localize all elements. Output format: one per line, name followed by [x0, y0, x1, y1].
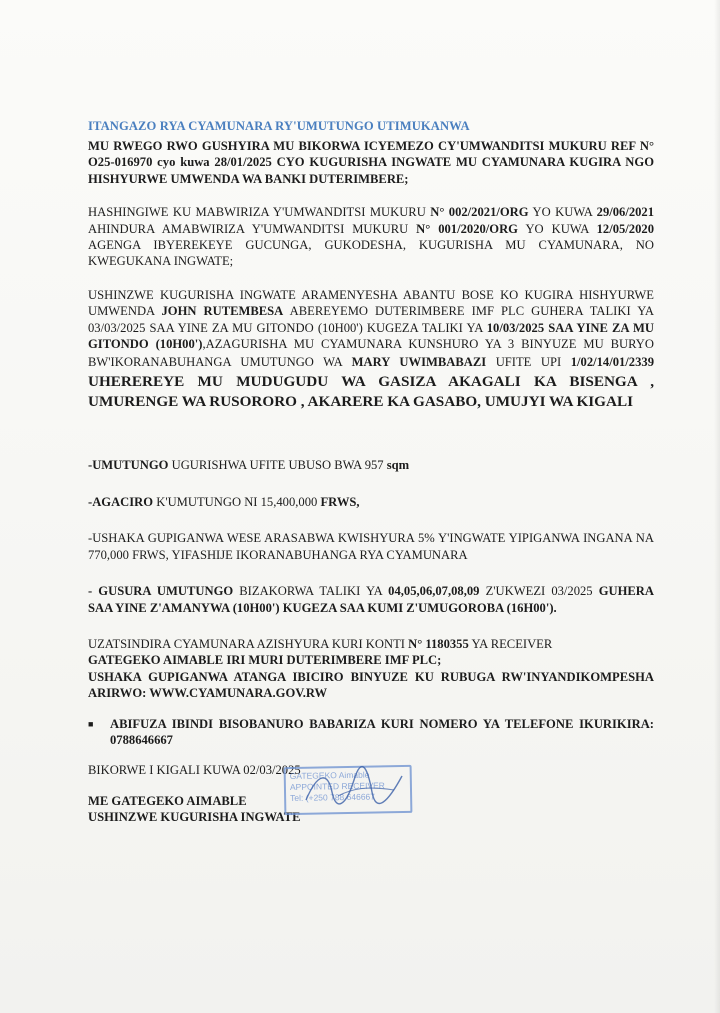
- spacer: [88, 616, 654, 636]
- bidding-website: USHAKA GUPIGANWA ATANGA IBICIRO BINYUZE KU RUBUGA RW'INYANDIKOMPESHA ARIRWO: WWW.CYAMUNARA.GOV.RW: [88, 669, 654, 701]
- text: AGENGA IBYEREKEYE GUCUNGA, GUKODESHA, KUGURISHA MU CYAMUNARA, NO KWEGUKANA INGWATE;: [88, 238, 654, 269]
- signatory-role: USHINZWE KUGURISHA INGWATE: [88, 810, 301, 825]
- handwritten-signature: [298, 762, 408, 812]
- spacer: [88, 563, 654, 583]
- spacer: [88, 187, 654, 204]
- paragraph-auction-announcement: [88, 287, 654, 413]
- contact-bullet: [88, 716, 654, 749]
- item-bid-guarantee: -USHAKA GUPIGANWA WESE ARASABWA KWISHYURA 5% Y'INGWATE YIPIGANWA INGANA NA 770,000 FRWS, YIFASHIJE IKORANABUHANGA RYA CYAMUNARA: [88, 531, 654, 562]
- stamp-line: GATEGEKO Aimable: [289, 769, 370, 782]
- text: ABEREYEMO DUTERIMBERE IMF PLC GUHERA TALIKI YA 03/03/2025 SAA YINE ZA MU GITONDO (10H00') KUGEZA TALIKI YA: [88, 304, 654, 335]
- text: N° 001/2020/ORG: [416, 221, 518, 236]
- text: -UMUTUNGO: [88, 458, 169, 473]
- paragraph-preamble: [88, 138, 654, 187]
- payment-instructions: [88, 636, 654, 702]
- text: - GUSURA UMUTUNGO: [88, 584, 234, 599]
- upi-number: 1/02/14/01/2339: [570, 355, 654, 370]
- text: ,AZAGURISHA MU CYAMUNARA KUNSHURO YA 3 BINYUZE MU BURYO BW'IKORANABUHANGA UMUTUNGO WA: [88, 337, 654, 370]
- text: sqm: [386, 458, 410, 473]
- text: USHINZWE KUGURISHA INGWATE ARAMENYESHA ABANTU BOSE KO KUGIRA HISHYURWE UMWENDA: [88, 287, 654, 319]
- stamp-line: Tel: (+250 788 646667: [290, 791, 376, 804]
- text: MU RWEGO RWO GUSHYIRA MU BIKORWA ICYEMEZO CY'UMWANDITSI MUKURU: [88, 139, 611, 153]
- spacer: [88, 702, 654, 716]
- place-date: BIKORWE I KIGALI KUWA 02/03/2025: [88, 763, 301, 778]
- text: FRWS,: [320, 494, 360, 509]
- text: 29/06/2021: [596, 205, 655, 220]
- text: YO KUWA: [517, 221, 597, 236]
- text: YO KUWA: [528, 205, 597, 220]
- spacer: [88, 270, 654, 287]
- text: AHINDURA AMABWIRIZA Y'UMWANDITSI MUKURU: [88, 221, 417, 236]
- text: UFITE UPI: [486, 355, 571, 370]
- text: 10/03/2025 SAA YINE ZA MU GITONDO (10H00'): [88, 320, 654, 352]
- stamp-line: APPOINTED RECEIVER: [289, 780, 385, 793]
- text: 28/01/2025: [214, 155, 272, 170]
- bullet-square-icon: ■: [88, 718, 94, 729]
- spacer: [88, 474, 654, 494]
- spacer: [88, 510, 654, 530]
- text: YA RECEIVER: [468, 636, 553, 651]
- text: -AGACIRO: [88, 494, 154, 509]
- text: UGURISHWA UFITE UBUSO BWA 957: [168, 458, 387, 473]
- contact-phone: ABIFUZA IBINDI BISOBANURO BABARIZA KURI NOMERO YA TELEFONE IKURIKIRA: 0788646667: [110, 716, 654, 747]
- spacer: [88, 412, 654, 457]
- text: BIZAKORWA TALIKI YA: [233, 584, 389, 599]
- text: HASHINGIWE KU MABWIRIZA Y'UMWANDITSI MUKURU: [88, 205, 431, 220]
- text: N° 002/2021/ORG: [430, 205, 529, 220]
- spacer: [88, 748, 654, 762]
- page-edge-shadow: [714, 0, 720, 1013]
- item-property-size: [88, 457, 654, 473]
- text: 04,05,06,07,08,09: [388, 584, 480, 599]
- text: K'UMUTUNGO NI 15,400,000: [153, 494, 321, 509]
- owner-name: MARY UWIMBABAZI: [351, 355, 487, 370]
- item-site-visit: [88, 583, 654, 616]
- signatory-name: ME GATEGEKO AIMABLE: [88, 793, 247, 808]
- property-location: UHEREREYE MU MUDUGUDU WA GASIZA AKAGALI KA BISENGA , UMURENGE WA RUSORORO , AKARERE KA GASABO, UMUJYI WA KIGALI: [88, 373, 654, 411]
- text: 12/05/2020: [596, 221, 654, 236]
- text: GATEGEKO AIMABLE IRI MURI DUTERIMBERE IMF PLC;: [88, 653, 442, 668]
- item-property-value: [88, 494, 654, 510]
- text: UZATSINDIRA CYAMUNARA AZISHYURA KURI KONTI: [88, 636, 409, 651]
- text: REF: [610, 139, 636, 153]
- text: CYO KUGURISHA INGWATE MU CYAMUNARA KUGIRA NGO HISHYURWE UMWENDA WA BANKI DUTERIMBERE;: [88, 155, 654, 186]
- text: N° 1180355: [408, 636, 469, 651]
- text: Z'UKWEZI 03/2025: [479, 584, 599, 599]
- signature-block: [88, 762, 654, 825]
- paragraph-regulations: [88, 204, 654, 270]
- text: GUHERA SAA YINE Z'AMANYWA (10H00') KUGEZA SAA KUMI Z'UMUGOROBA (16H00').: [88, 584, 654, 615]
- notice-body: [88, 118, 654, 826]
- notice-title: ITANGAZO RYA CYAMUNARA RY'UMUTUNGO UTIMUKANWA: [88, 119, 470, 133]
- text: N° O25-016970 cyo kuwa: [88, 139, 655, 170]
- debtor-name: JOHN RUTEMBESA: [161, 304, 284, 319]
